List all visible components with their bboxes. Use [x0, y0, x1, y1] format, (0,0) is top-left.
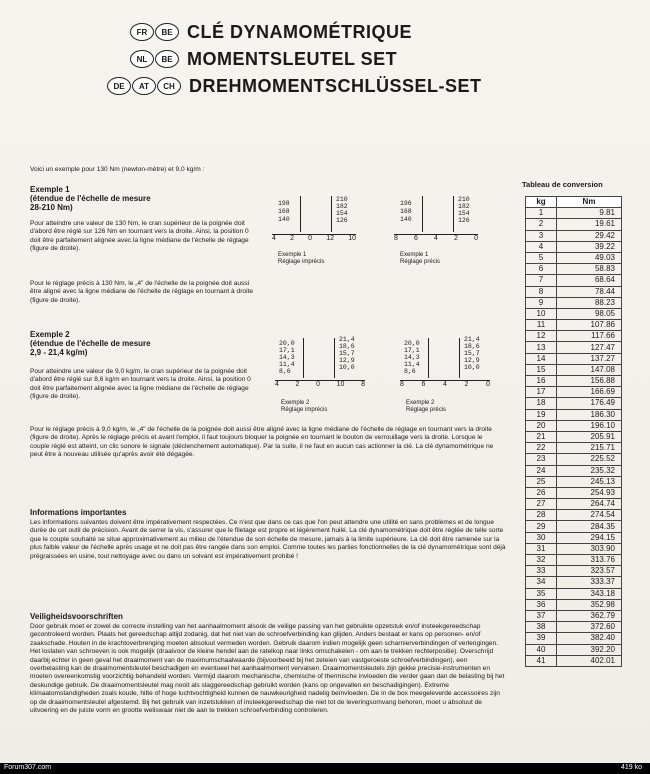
- cell-kg: 31: [526, 543, 557, 554]
- table-row: [526, 555, 622, 566]
- cell-kg: 22: [526, 443, 557, 454]
- handle-scale: 8 6 4 2 0: [400, 380, 490, 391]
- cell-kg: 28: [526, 510, 557, 521]
- table-row: [526, 398, 622, 409]
- cell-nm: 362.79: [557, 610, 622, 621]
- table-row: [526, 588, 622, 599]
- cell-nm: 402.01: [557, 655, 622, 666]
- cell-nm: 107.86: [557, 320, 622, 331]
- cell-nm: 333.37: [557, 577, 622, 588]
- cell-kg: 17: [526, 387, 557, 398]
- title-fr: [130, 20, 412, 44]
- table-row: [526, 655, 622, 666]
- table-row: [526, 577, 622, 588]
- table-row: [526, 387, 622, 398]
- example2-heading: Exemple 2 (étendue de l'échelle de mesure 2,9 - 21,4 kg/m): [30, 330, 151, 357]
- cell-nm: 343.18: [557, 588, 622, 599]
- example2-figure-imprecise: 20,0 17,1 14,3 11,4 8,6 21,4 18,6 15,7 12,9 10,0 4 2 0 10 8 Exemple 2 Réglage imprécis: [275, 336, 365, 413]
- example1-paragraph2: Pour le réglage précis à 130 Nm, le „4" de l'échelle de la poignée doit aussi être aligné avec la ligne médiane de l'échelle de réglage en tournant à droite (figure de droite).: [30, 280, 254, 304]
- cell-kg: 25: [526, 476, 557, 487]
- table-row: [526, 566, 622, 577]
- cell-nm: 176.49: [557, 398, 622, 409]
- cell-kg: 39: [526, 633, 557, 644]
- table-row: [526, 376, 622, 387]
- title-de: [107, 74, 482, 98]
- table-row: [526, 353, 622, 364]
- page-title: MOMENTSLEUTEL SET: [187, 48, 398, 69]
- country-badge: DE: [107, 77, 131, 95]
- table-row: [526, 465, 622, 476]
- cell-kg: 18: [526, 398, 557, 409]
- cell-nm: 264.74: [557, 499, 622, 510]
- wrench-scale-icon: [422, 196, 454, 232]
- table-row: [526, 286, 622, 297]
- example1-heading: Exemple 1 (étendue de l'échelle de mesure 28-210 Nm): [30, 185, 151, 212]
- country-badge: CH: [157, 77, 181, 95]
- cell-nm: 205.91: [557, 431, 622, 442]
- cell-nm: 284.35: [557, 521, 622, 532]
- table-row: [526, 409, 622, 420]
- country-badge: BE: [155, 23, 179, 41]
- cell-kg: 9: [526, 297, 557, 308]
- cell-kg: 40: [526, 644, 557, 655]
- page-title: CLÉ DYNAMOMÉTRIQUE: [187, 21, 412, 42]
- cell-nm: 29.42: [557, 230, 622, 241]
- table-row: [526, 264, 622, 275]
- cell-kg: 7: [526, 275, 557, 286]
- cell-kg: 10: [526, 308, 557, 319]
- table-row: [526, 476, 622, 487]
- table-title: Tableau de conversion: [522, 180, 603, 189]
- cell-nm: 147.08: [557, 364, 622, 375]
- table-row: [526, 219, 622, 230]
- table-row: [526, 633, 622, 644]
- cell-nm: 382.40: [557, 633, 622, 644]
- table-row: [526, 431, 622, 442]
- footer-size: 419 ko: [620, 764, 642, 771]
- cell-nm: 294.15: [557, 532, 622, 543]
- cell-nm: 117.66: [557, 331, 622, 342]
- cell-kg: 2: [526, 219, 557, 230]
- cell-kg: 4: [526, 241, 557, 252]
- table-row: [526, 331, 622, 342]
- table-row: [526, 297, 622, 308]
- cell-nm: 313.76: [557, 555, 622, 566]
- table-row: [526, 599, 622, 610]
- info-heading: Informations importantes: [30, 508, 127, 517]
- table-row: [526, 308, 622, 319]
- cell-kg: 34: [526, 577, 557, 588]
- table-row: [526, 510, 622, 521]
- example2-figure-precise: 20,0 17,1 14,3 11,4 8,6 21,4 18,6 15,7 12,9 10,0 8 6 4 2 0 Exemple 2 Réglage précis: [400, 336, 490, 413]
- info-text: Les informations suivantes doivent être impérativement respectées. Ce n'est que dans ce cas que l'on peut attendre une utilité en sans problèmes et de longue durée de cet outil de précision. Avant de serrer la vis, s'assurer que le filetage est propre et légèrement huilé. La clé dynamométrique doit être réglée de telle sorte que le couple souhaité se situe approximativement au milieu de l'étendue de son échelle de mesure, jamais à la limite supérieure. La clé doit être ramenée sur la plus faible valeur de l'échelle après usage et ne doit pas être rangée dans son emploi. Comme toutes les parties fonctionnelles de la clé dynamométrique sont déjà prégraissées en usine, tout nettoyage avec ou dans un solvant est impérativement prohibé !: [30, 519, 506, 560]
- table-row: [526, 208, 622, 219]
- cell-kg: 16: [526, 376, 557, 387]
- cell-kg: 38: [526, 622, 557, 633]
- table-row: [526, 454, 622, 465]
- cell-kg: 24: [526, 465, 557, 476]
- cell-kg: 1: [526, 208, 557, 219]
- cell-nm: 156.88: [557, 376, 622, 387]
- table-row: [526, 420, 622, 431]
- footer-site: Forum307.com: [4, 764, 52, 771]
- cell-nm: 274.54: [557, 510, 622, 521]
- cell-kg: 11: [526, 320, 557, 331]
- cell-kg: 12: [526, 331, 557, 342]
- cell-kg: 6: [526, 264, 557, 275]
- table-row: [526, 241, 622, 252]
- country-badge: BE: [155, 50, 179, 68]
- cell-nm: 196.10: [557, 420, 622, 431]
- table-row: [526, 543, 622, 554]
- cell-kg: 29: [526, 521, 557, 532]
- cell-nm: 49.03: [557, 252, 622, 263]
- cell-kg: 32: [526, 555, 557, 566]
- page-title: DREHMOMENTSCHLÜSSEL-SET: [189, 75, 482, 96]
- example2-paragraph2: Pour le réglage précis à 9,0 kg/m, le „4" de l'échelle de la poignée doit aussi être aligné avec la ligne médiane de l'échelle de réglage en tournant vers la droite (figure de droite). Après le réglage précis et avant l'emploi, il faut toujours bloquer la poignée en tournant le bouton de verrouillage vers la droite. Lorsque le couple réglé est atteint, un clic sonore le signale (déclenchement automatique). Par la suite, il ne faut en aucun cas actionner la clé. La clé dynamométrique ne peut être à nouveau utilisée qu'après avoir été dégagée.: [30, 426, 494, 459]
- cell-nm: 78.44: [557, 286, 622, 297]
- handle-scale: 4 2 0 10 8: [275, 380, 365, 391]
- cell-nm: 9.81: [557, 208, 622, 219]
- table-row: [526, 622, 622, 633]
- cell-nm: 58.83: [557, 264, 622, 275]
- table-row: [526, 230, 622, 241]
- cell-kg: 36: [526, 599, 557, 610]
- cell-kg: 27: [526, 499, 557, 510]
- intro-text: Voici un exemple pour 130 Nm (newton-mètre) et 9,0 kg/m :: [30, 166, 205, 173]
- table-row: [526, 610, 622, 621]
- cell-kg: 13: [526, 342, 557, 353]
- footer-bar: [0, 763, 650, 774]
- table-row: [526, 320, 622, 331]
- table-row: [526, 644, 622, 655]
- example2-paragraph1: Pour atteindre une valeur de 9,0 kg/m, le cran supérieur de la poignée doit d'abord être réglé sur 8,6 kg/m en tournant vers la droite. Ainsi, la position 0 doit être parfaitement alignée avec la ligne médiane de l'échelle de réglage (figure de droite).: [30, 368, 251, 401]
- safety-heading: Veiligheidsvoorschriften: [30, 612, 123, 621]
- cell-kg: 21: [526, 431, 557, 442]
- cell-nm: 245.13: [557, 476, 622, 487]
- example1-figure-precise: 196 168 140 210 182 154 126 8 6 4 2 0 Exemple 1 Réglage précis: [394, 196, 478, 265]
- cell-nm: 88.23: [557, 297, 622, 308]
- cell-nm: 303.90: [557, 543, 622, 554]
- cell-nm: 372.60: [557, 622, 622, 633]
- table-header-row: [526, 197, 622, 208]
- cell-nm: 137.27: [557, 353, 622, 364]
- table-row: [526, 499, 622, 510]
- column-header-kg: kg: [526, 197, 557, 208]
- table-row: [526, 275, 622, 286]
- cell-kg: 41: [526, 655, 557, 666]
- cell-nm: 215.71: [557, 443, 622, 454]
- cell-kg: 30: [526, 532, 557, 543]
- cell-nm: 166.69: [557, 387, 622, 398]
- wrench-scale-icon: [303, 338, 335, 378]
- cell-nm: 235.32: [557, 465, 622, 476]
- table-row: [526, 443, 622, 454]
- cell-nm: 98.05: [557, 308, 622, 319]
- country-badge: NL: [130, 50, 154, 68]
- table-row: [526, 252, 622, 263]
- cell-nm: 254.93: [557, 487, 622, 498]
- cell-nm: 392.20: [557, 644, 622, 655]
- cell-kg: 15: [526, 364, 557, 375]
- safety-text: Door gebruik moet er zowel de correcte instelling van het aanhaalmoment alsook de veilige passing van het gebruikte opzetstuk en/of insteekgereedschap gecontroleerd worden. Plaats het gereedschap altijd zodanig, dat het niet van de schroefverbinding kan glijden. Anders bestaat er kans op personen- en/of zaakschade. Houten in de krachtoverbrenging moeten absoluut vermeden worden. Gebruik daarom indien mogelijk geen scharnierverbindingen of verlengingen. Het loslaten van schroeven is ook mogelijk (draaivoor de kleine hendel aan de ratelkop naar links omschakelen - om aan te trekken rechterpositie). Overschrijd daarbij echter in geen geval het draaimoment van de maximumschaalwaarde (bijvoorbeeld bij het zeteien van vastgeroeste schroefverbindingen), een overbelasting kan de draaimomentsleutel beschadigen en eventueel het aanhaalmoment vervalsen. Draaimomentsleutels zijn gekke precisie-instrumenten en moeten overeenkomstig voorzichtig behandeld worden. Vermijd daarom mechanische, chemische of thermische invloeden die verder gaan dan de belasting bij het deskundige gebruik. De draaimomentsleutel mag nooit als slaggereedschap gebruikt worden (kans op ongevallen en beschadigingen). Extreme klimaatomstandigheden zoals koude, hitte of hoge luchtvochtigheid kunnen de nauwkeurigheid nadelig beïnvloeden. De in de box meegeleverde accessoires zijn op de draaimomentsleutel afgestemd. Bij het gebruik van inzetstukken of insteekgereedschap die niet tot de leveringsomvang behoren, moet u absoluut de uitvoering en de juiste vorm en grootte weliswaar niet de aan te trekken schroefverbinding controleren.: [30, 623, 505, 715]
- cell-kg: 33: [526, 566, 557, 577]
- table-row: [526, 364, 622, 375]
- cell-kg: 23: [526, 454, 557, 465]
- example1-figure-imprecise: 198 168 140 210 182 154 126 4 2 0 12 10 Exemple 1 Réglage imprécis: [272, 196, 356, 265]
- cell-nm: 19.61: [557, 219, 622, 230]
- example1-paragraph1: Pour atteindre une valeur de 130 Nm, le cran supérieur de la poignée doit d'abord être réglé sur 126 Nm en tournant vers la droite. Ainsi, la position 0 doit être parfaitement alignée avec la ligne médiane de l'échelle de réglage (figure de droite).: [30, 220, 249, 253]
- cell-nm: 352.98: [557, 599, 622, 610]
- cell-kg: 26: [526, 487, 557, 498]
- cell-kg: 19: [526, 409, 557, 420]
- conversion-table: [525, 196, 622, 667]
- cell-kg: 14: [526, 353, 557, 364]
- cell-nm: 39.22: [557, 241, 622, 252]
- country-badge: AT: [132, 77, 156, 95]
- table-row: [526, 342, 622, 353]
- cell-kg: 20: [526, 420, 557, 431]
- cell-kg: 8: [526, 286, 557, 297]
- handle-scale: 4 2 0 12 10: [272, 234, 356, 245]
- cell-nm: 127.47: [557, 342, 622, 353]
- title-nl: [130, 47, 397, 71]
- cell-kg: 3: [526, 230, 557, 241]
- table-row: [526, 532, 622, 543]
- cell-kg: 37: [526, 610, 557, 621]
- cell-nm: 225.52: [557, 454, 622, 465]
- cell-nm: 68.64: [557, 275, 622, 286]
- country-badge: FR: [130, 23, 154, 41]
- column-header-nm: Nm: [557, 197, 622, 208]
- cell-nm: 186.30: [557, 409, 622, 420]
- cell-kg: 5: [526, 252, 557, 263]
- handle-scale: 8 6 4 2 0: [394, 234, 478, 245]
- cell-nm: 323.57: [557, 566, 622, 577]
- wrench-scale-icon: [300, 196, 332, 232]
- table-row: [526, 487, 622, 498]
- wrench-scale-icon: [428, 338, 460, 378]
- cell-kg: 35: [526, 588, 557, 599]
- table-row: [526, 521, 622, 532]
